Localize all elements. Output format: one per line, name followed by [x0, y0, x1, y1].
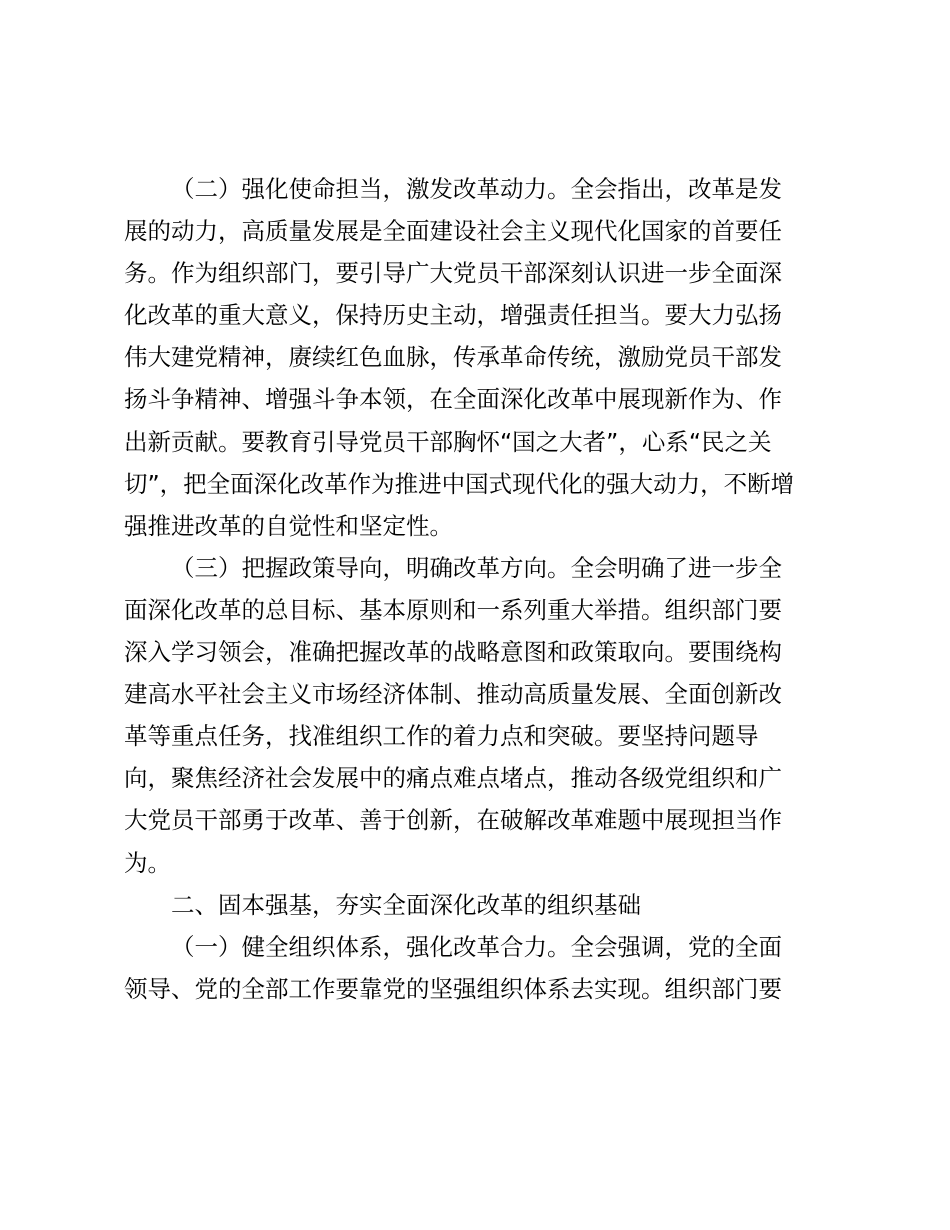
paragraph-3-policy: [124, 547, 834, 884]
text-line: （一）健全组织体系，强化改革合力。全会强调，党的全面: [171, 932, 782, 961]
text-line: 为。: [124, 848, 171, 877]
text-line: 大党员干部勇于改革、善于创新，在破解改革难题中展现担当作: [124, 806, 782, 835]
text-line: 深入学习领会，准确把握改革的战略意图和政策取向。要围绕构: [124, 638, 782, 667]
text-line: 强推进改革的自觉性和坚定性。: [124, 511, 453, 540]
text-line: （二）强化使命担当，激发改革动力。全会指出，改革是发: [171, 175, 782, 203]
text-line: 伟大建党精神，赓续红色血脉，传承革命传统，激励党员干部发: [124, 343, 782, 372]
document-body: [124, 168, 834, 1010]
paragraph-organization-system: [124, 926, 834, 1010]
text-line: 切”，把全面深化改革作为推进中国式现代化的强大动力，不断增: [124, 469, 795, 498]
text-line: 务。作为组织部门，要引导广大党员干部深刻认识进一步全面深: [124, 259, 782, 288]
text-line: 向，聚焦经济社会发展中的痛点难点堵点，推动各级党组织和广: [124, 764, 782, 793]
text-line: 建高水平社会主义市场经济体制、推动高质量发展、全面创新改: [124, 680, 782, 709]
paragraph-2-mission: [124, 168, 834, 547]
text-line: （三）把握政策导向，明确改革方向。全会明确了进一步全: [171, 553, 782, 582]
text-line: 面深化改革的总目标、基本原则和一系列重大举措。组织部门要: [124, 595, 782, 624]
section-heading: [124, 884, 834, 926]
text-line: 领导、党的全部工作要靠党的坚强组织体系去实现。组织部门要: [124, 974, 782, 1003]
text-line: 扬斗争精神、增强斗争本领，在全面深化改革中展现新作为、作: [124, 385, 782, 414]
text-line: 展的动力，高质量发展是全面建设社会主义现代化国家的首要任: [124, 217, 782, 246]
text-line: 出新贡献。要教育引导党员干部胸怀“国之大者”，心系“民之关: [124, 427, 772, 456]
text-line: 革等重点任务，找准组织工作的着力点和突破。要坚持问题导: [124, 722, 759, 751]
heading-text: 二、固本强基，夯实全面深化改革的组织基础: [171, 890, 641, 919]
text-line: 化改革的重大意义，保持历史主动，增强责任担当。要大力弘扬: [124, 301, 782, 330]
